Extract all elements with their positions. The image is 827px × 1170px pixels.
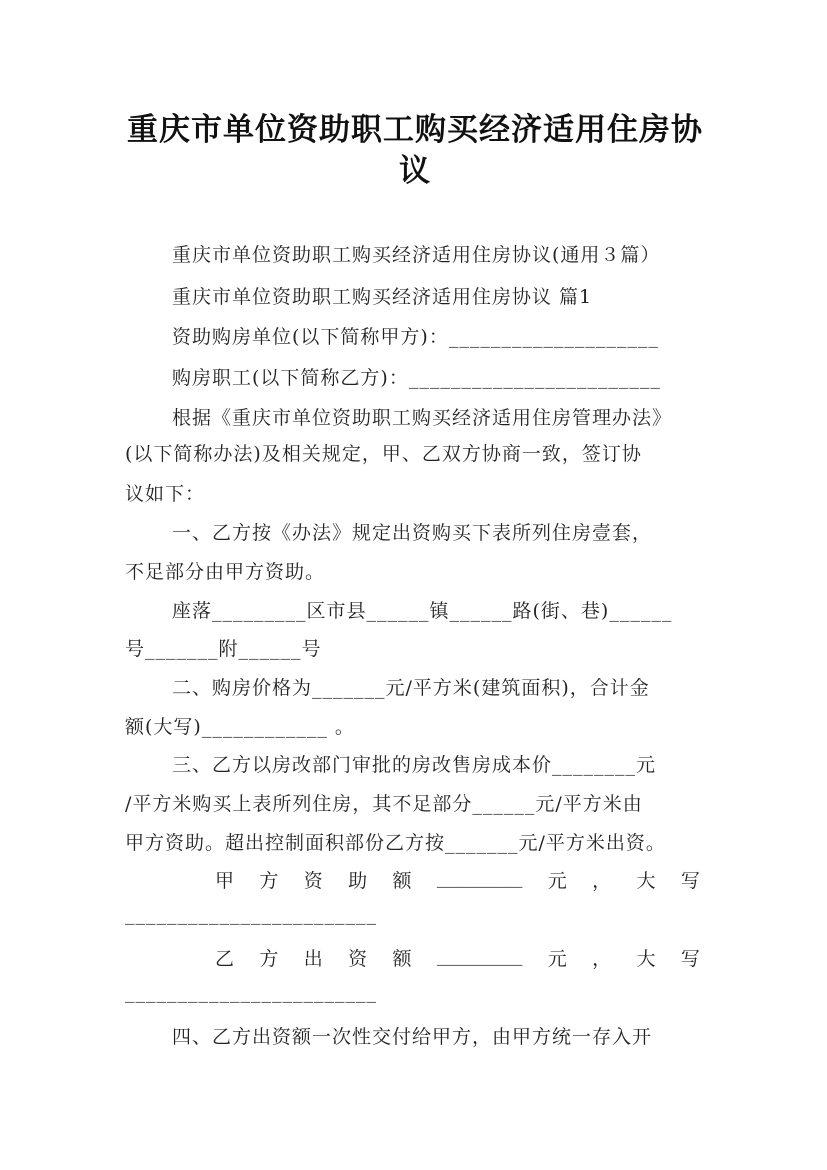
location-line: 座落_________区市县______镇______路(街、巷)______ [172, 600, 673, 622]
row-a-token: 资 [303, 870, 323, 892]
row-a-token: 元 [547, 870, 567, 892]
party-a-amount-blank: ________________________ [125, 903, 377, 925]
clause-three-line: 甲方资助。超出控制面积部份乙方按_______元/平方米出资。 [125, 832, 666, 854]
row-a-token: 助 [348, 870, 368, 892]
clause-two-line: 二、购房价格为_______元/平方米(建筑面积)，合计金 [172, 677, 650, 699]
clause-one-line: 一、乙方按《办法》规定出资购买下表所列住房壹套， [172, 522, 653, 544]
document-title-line2: 议 [399, 153, 431, 189]
row-b-blank: _________ [436, 944, 523, 966]
clause-three-line: /平方米购买上表所列住房，其不足部分______元/平方米由 [125, 793, 643, 815]
row-b-token: 额 [392, 948, 412, 970]
row-a-blank: _________ [436, 866, 523, 888]
row-a-token: 额 [392, 870, 412, 892]
clause-one-line: 不足部分由甲方资助。 [125, 561, 326, 583]
clause-two-line: 额(大写)____________ 。 [125, 716, 355, 738]
party-a-line: 资助购房单位(以下简称甲方)：____________________ [172, 326, 659, 348]
paragraph-line: (以下简称办法)及相关规定，甲、乙双方协商一致，签订协 [125, 443, 642, 465]
row-a-token: 甲 [215, 870, 235, 892]
row-b-token: 元 [547, 948, 567, 970]
row-b-token: 方 [259, 948, 279, 970]
paragraph-line: 根据《重庆市单位资助职工购买经济适用住房管理办法》 [172, 407, 673, 429]
row-a-token: ， [592, 870, 612, 892]
paragraph-line: 议如下： [125, 483, 206, 505]
document-title-line1: 重庆市单位资助职工购买经济适用住房协 [127, 112, 703, 148]
row-b-token: 乙 [215, 948, 235, 970]
row-b-token: 写 [680, 948, 700, 970]
party-b-funding-row [215, 944, 700, 971]
subtitle: 重庆市单位资助职工购买经济适用住房协议(通用３篇） [172, 244, 661, 266]
location-line: 号_______附______号 [125, 638, 322, 660]
row-a-token: 方 [259, 870, 279, 892]
row-a-token: 写 [680, 870, 700, 892]
party-b-amount-blank: ________________________ [125, 981, 377, 1003]
section-heading: 重庆市单位资助职工购买经济适用住房协议 篇1 [172, 286, 593, 308]
row-b-token: 资 [348, 948, 368, 970]
row-b-token: 出 [303, 948, 323, 970]
party-b-line: 购房职工(以下简称乙方)：________________________ [172, 367, 661, 389]
clause-three-line: 三、乙方以房改部门审批的房改售房成本价________元 [172, 754, 657, 776]
row-b-token: ， [592, 948, 612, 970]
party-a-funding-row [215, 866, 700, 893]
row-a-token: 大 [636, 870, 656, 892]
clause-four-line: 四、乙方出资额一次性交付给甲方，由甲方统一存入开 [172, 1026, 653, 1048]
row-b-token: 大 [636, 948, 656, 970]
